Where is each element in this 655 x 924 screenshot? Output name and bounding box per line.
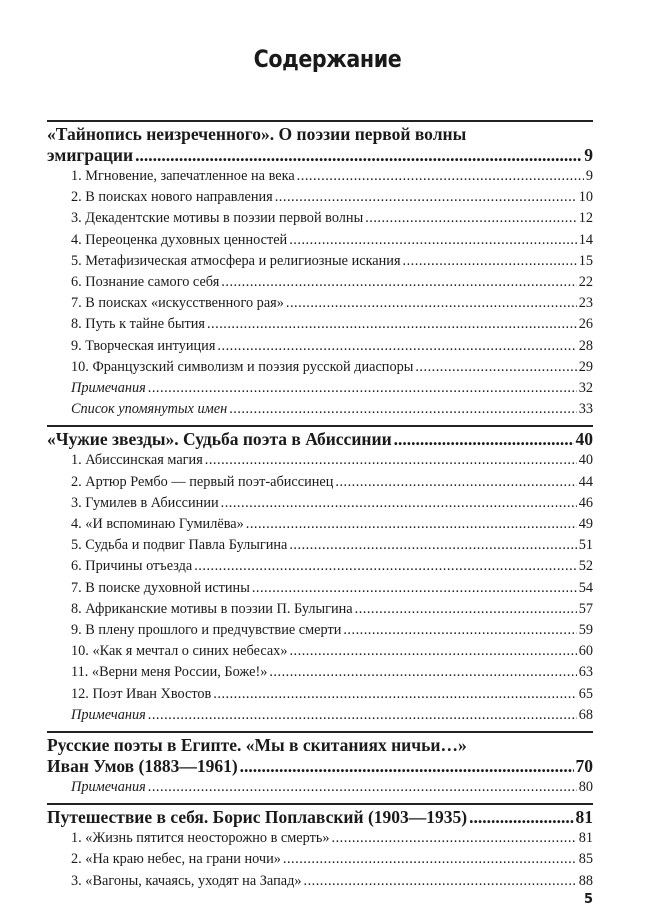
dot-leader (289, 535, 576, 556)
dot-leader (221, 493, 577, 514)
entry-title: 7. В поисках «искусственного рая» (71, 295, 284, 312)
toc-entry[interactable] (47, 336, 593, 357)
toc-entry[interactable] (47, 599, 593, 620)
dot-leader (394, 429, 574, 450)
dot-leader (246, 514, 577, 535)
entry-title: 6. Причины отъезда (71, 558, 193, 575)
entry-title: Список упомянутых имен (71, 401, 228, 418)
toc-entry[interactable] (47, 208, 593, 229)
section-heading-row[interactable] (47, 805, 593, 828)
toc-entry[interactable] (47, 251, 593, 272)
dot-leader (343, 620, 576, 641)
dot-leader (355, 599, 577, 620)
entry-page: 49 (578, 516, 593, 533)
dot-leader (289, 641, 576, 662)
entry-title: 3. «Вагоны, качаясь, уходят на Запад» (71, 872, 302, 889)
entry-title: 5. Судьба и подвиг Павла Булыгина (71, 537, 288, 554)
toc-entry[interactable] (47, 535, 593, 556)
entry-title: 2. Артюр Рембо — первый поэт-абиссинец (71, 473, 334, 490)
entry-title: 8. Путь к тайне бытия (71, 316, 205, 333)
toc-entry[interactable] (47, 472, 593, 493)
entry-title: 10. Французский символизм и поэзия русской диаспоры (71, 358, 414, 375)
toc-section (47, 803, 593, 892)
entry-title: 1. Мгновение, запечатленное на века (71, 168, 295, 184)
page-number: 5 (583, 892, 593, 907)
entry-title: 9. Творческая интуиция (71, 337, 216, 354)
section-heading-row[interactable] (47, 145, 593, 166)
entry-title: 3. Гумилев в Абиссинии (71, 494, 219, 511)
toc-entry[interactable] (47, 514, 593, 535)
entry-page: 68 (578, 706, 593, 723)
entry-page: 88 (578, 872, 593, 889)
entry-page: 22 (578, 274, 593, 291)
toc-section (47, 731, 593, 798)
toc-entry[interactable] (47, 662, 593, 683)
section-title: Иван Умов (1883—1961) (47, 756, 238, 777)
toc-entry[interactable] (47, 705, 593, 726)
entry-title: 1. «Жизнь пятится неосторожно в смерть» (71, 830, 330, 847)
entry-title: Примечания (71, 706, 146, 723)
entry-page: 40 (578, 452, 593, 469)
dot-leader (135, 145, 582, 166)
dot-leader (469, 807, 573, 828)
toc-entry[interactable] (47, 357, 593, 378)
dot-leader (148, 777, 577, 798)
entry-page: 14 (578, 231, 593, 248)
dot-leader (403, 251, 577, 272)
toc-entry[interactable] (47, 314, 593, 335)
section-heading: Русские поэты в Египте. «Мы в скитаниях ничьи…» (47, 735, 467, 756)
entry-page: 33 (578, 401, 593, 418)
dot-leader (365, 208, 577, 229)
entry-page: 54 (578, 579, 593, 596)
toc-entry[interactable] (47, 166, 593, 187)
entry-page: 80 (578, 779, 593, 796)
section-page: 9 (584, 145, 593, 165)
toc-entry[interactable] (47, 493, 593, 514)
section-heading-row[interactable] (47, 756, 593, 777)
entry-title: 9. В плену прошлого и предчувствие смерти (71, 622, 342, 639)
toc-entry[interactable] (47, 871, 593, 892)
dot-leader (213, 684, 576, 705)
toc-entry[interactable] (47, 849, 593, 870)
dot-leader (335, 472, 576, 493)
dot-leader (415, 357, 576, 378)
section-page: 70 (575, 756, 593, 777)
toc-entry[interactable] (47, 620, 593, 641)
toc-entry[interactable] (47, 828, 593, 849)
entry-title: 4. Переоценка духовных ценностей (71, 231, 288, 248)
dot-leader (229, 399, 577, 420)
entry-page: 81 (578, 830, 593, 847)
toc-entry[interactable] (47, 578, 593, 599)
dot-leader (221, 272, 576, 293)
dot-leader (286, 293, 577, 314)
entry-page: 65 (578, 685, 593, 702)
toc-entry[interactable] (47, 378, 593, 399)
entry-page: 10 (578, 189, 593, 206)
toc-section (47, 120, 593, 420)
dot-leader (207, 314, 577, 335)
toc-entry[interactable] (47, 293, 593, 314)
entry-page: 63 (578, 664, 593, 681)
section-page: 81 (575, 807, 593, 828)
entry-title: 12. Поэт Иван Хвостов (71, 685, 212, 702)
entry-page: 12 (578, 210, 593, 227)
entry-page: 26 (578, 316, 593, 333)
dot-leader (283, 849, 577, 870)
section-title: Путешествие в себя. Борис Поплавский (1903—1935) (47, 807, 468, 828)
dot-leader (289, 230, 576, 251)
entry-title: Примечания (71, 779, 146, 796)
dot-leader (205, 450, 577, 471)
dot-leader (297, 166, 584, 187)
entry-page: 23 (578, 295, 593, 312)
entry-title: Примечания (71, 380, 146, 397)
dot-leader (194, 556, 576, 577)
section-heading: «Тайнопись неизреченного». О поэзии первой волны (47, 124, 467, 144)
entry-title: 6. Познание самого себя (71, 274, 220, 291)
entry-page: 59 (578, 622, 593, 639)
dot-leader (252, 578, 577, 599)
entry-page: 46 (578, 494, 593, 511)
toc-entry[interactable] (47, 684, 593, 705)
dot-leader (148, 378, 577, 399)
entry-page: 15 (578, 252, 593, 269)
entry-page: 85 (578, 851, 593, 868)
entry-page: 32 (578, 380, 593, 397)
toc-section (47, 425, 593, 726)
toc-entry[interactable] (47, 187, 593, 208)
section-title: «Чужие звезды». Судьба поэта в Абиссинии (47, 429, 392, 450)
entry-title: 11. «Верни меня России, Боже!» (71, 664, 268, 681)
section-heading-row[interactable] (47, 427, 593, 450)
entry-title: 4. «И вспоминаю Гумилёва» (71, 516, 244, 533)
toc-entry[interactable] (47, 230, 593, 251)
toc-entry[interactable] (47, 777, 593, 798)
toc-entry[interactable] (47, 641, 593, 662)
entry-title: 10. «Как я мечтал о синих небесах» (71, 643, 288, 660)
toc-entry[interactable] (47, 272, 593, 293)
entry-page: 52 (578, 558, 593, 575)
toc-entry[interactable] (47, 399, 593, 420)
entry-page: 51 (578, 537, 593, 554)
dot-leader (217, 336, 576, 357)
page-title: Содержание (253, 45, 402, 73)
entry-title: 7. В поиске духовной истины (71, 579, 250, 596)
table-of-contents (47, 120, 593, 892)
entry-title: 2. В поисках нового направления (71, 189, 273, 206)
dot-leader (332, 828, 577, 849)
entry-page: 60 (578, 643, 593, 660)
entry-title: 8. Африканские мотивы в поэзии П. Булыгина (71, 600, 353, 617)
entry-page: 44 (578, 473, 593, 490)
dot-leader (269, 662, 576, 683)
dot-leader (148, 705, 577, 726)
toc-entry[interactable] (47, 556, 593, 577)
section-title: эмиграции (47, 145, 134, 165)
dot-leader (304, 871, 577, 892)
entry-page: 9 (585, 168, 593, 184)
entry-title: 1. Абиссинская магия (71, 452, 203, 469)
entry-page: 29 (578, 358, 593, 375)
entry-title: 2. «На краю небес, на грани ночи» (71, 851, 281, 868)
entry-title: 3. Декадентские мотивы в поэзии первой волны (71, 210, 364, 227)
toc-entry[interactable] (47, 450, 593, 471)
dot-leader (240, 756, 574, 777)
section-page: 40 (575, 429, 593, 450)
entry-title: 5. Метафизическая атмосфера и религиозные искания (71, 252, 401, 269)
entry-page: 57 (578, 600, 593, 617)
dot-leader (275, 187, 577, 208)
entry-page: 28 (578, 337, 593, 354)
